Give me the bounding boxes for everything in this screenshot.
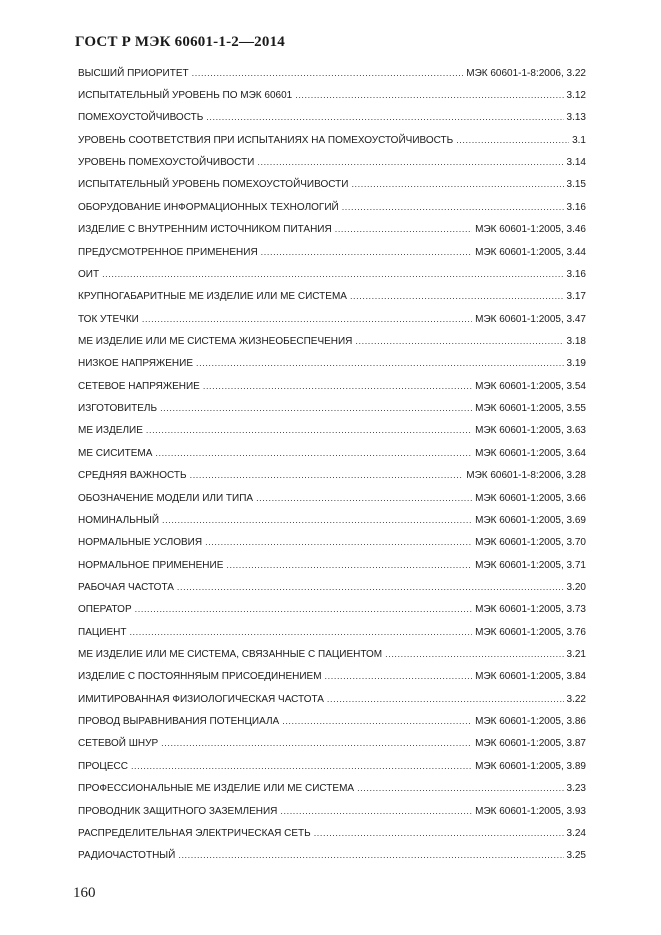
index-entry-reference: 3.24 xyxy=(566,827,586,839)
index-entry-reference: 3.20 xyxy=(566,581,586,593)
index-entry-term: ПРОФЕССИОНАЛЬНЫЕ МЕ ИЗДЕЛИЕ ИЛИ МЕ СИСТЕМА xyxy=(78,783,355,795)
dot-leader xyxy=(295,91,563,100)
index-entry-reference: МЭК 60601-1-8:2006, 3.28 xyxy=(466,470,586,482)
index-entry-reference: 3.15 xyxy=(566,179,586,191)
dot-leader xyxy=(178,851,563,860)
index-entry-reference: МЭК 60601-1:2005, 3.87 xyxy=(475,738,586,750)
index-entry xyxy=(78,84,586,106)
index-entry xyxy=(78,375,586,397)
index-entry-reference: 3.18 xyxy=(566,335,586,347)
index-entry xyxy=(78,845,586,867)
index-entry-term: МЕ ИЗДЕЛИЕ xyxy=(78,425,143,437)
dot-leader xyxy=(456,136,569,145)
dot-leader xyxy=(357,784,563,793)
dot-leader xyxy=(160,404,472,413)
index-entry-reference: 3.17 xyxy=(566,291,586,303)
dot-leader xyxy=(350,292,564,301)
index-entry-term: ПРОВОДНИК ЗАЩИТНОГО ЗАЗЕМЛЕНИЯ xyxy=(78,805,278,817)
index-entry-reference: 3.16 xyxy=(566,268,586,280)
index-entry-reference: МЭК 60601-1:2005, 3.93 xyxy=(475,805,586,817)
index-entry-term: ОБОРУДОВАНИЕ ИНФОРМАЦИОННЫХ ТЕХНОЛОГИЙ xyxy=(78,201,339,213)
index-entry-reference: МЭК 60601-1:2005, 3.73 xyxy=(475,604,586,616)
index-entry-reference: 3.16 xyxy=(566,201,586,213)
index-entry xyxy=(78,442,586,464)
index-entry xyxy=(78,420,586,442)
index-entry-reference: МЭК 60601-1:2005, 3.54 xyxy=(475,380,586,392)
index-entry xyxy=(78,464,586,486)
dot-leader xyxy=(342,203,564,212)
index-entry-term: РАБОЧАЯ ЧАСТОТА xyxy=(78,581,174,593)
index-entry-term: УРОВЕНЬ СООТВЕТСТВИЯ ПРИ ИСПЫТАНИЯХ НА ПОМЕХОУСТОЙЧИВОСТЬ xyxy=(78,134,454,146)
dot-leader xyxy=(261,248,472,257)
dot-leader xyxy=(146,426,472,435)
dot-leader xyxy=(314,829,564,838)
dot-leader xyxy=(131,762,472,771)
index-entry xyxy=(78,286,586,308)
document-header: ГОСТ Р МЭК 60601-1-2—2014 xyxy=(75,34,285,50)
index-entry-reference: МЭК 60601-1-8:2006, 3.22 xyxy=(466,67,586,79)
page-number: 160 xyxy=(73,885,96,901)
index-entry-reference: МЭК 60601-1:2005, 3.86 xyxy=(475,716,586,728)
index-entry-term: НОРМАЛЬНЫЕ УСЛОВИЯ xyxy=(78,537,203,549)
index-entry xyxy=(78,219,586,241)
index-entry xyxy=(78,129,586,151)
index-entry xyxy=(78,353,586,375)
index-entry-reference: 3.22 xyxy=(566,693,586,705)
dot-leader xyxy=(206,113,563,122)
index-entry-term: ПОМЕХОУСТОЙЧИВОСТЬ xyxy=(78,112,204,124)
dot-leader xyxy=(142,315,472,324)
index-entry-reference: МЭК 60601-1:2005, 3.66 xyxy=(475,492,586,504)
index-entry-reference: МЭК 60601-1:2005, 3.47 xyxy=(475,313,586,325)
index-entry-reference: 3.13 xyxy=(566,112,586,124)
index-entry-term: НИЗКОЕ НАПРЯЖЕНИЕ xyxy=(78,358,194,370)
index-entry-term: МЕ СИСИТЕМА xyxy=(78,447,153,459)
index-entry-reference: 3.14 xyxy=(566,157,586,169)
dot-leader xyxy=(135,605,472,614)
index-entry-reference: 3.21 xyxy=(566,649,586,661)
dot-leader xyxy=(192,69,464,78)
index-entry-term: ПРОВОД ВЫРАВНИВАНИЯ ПОТЕНЦИАЛА xyxy=(78,716,280,728)
index-entry-term: ТОК УТЕЧКИ xyxy=(78,313,139,325)
index-entry xyxy=(78,509,586,531)
index-entry xyxy=(78,487,586,509)
index-entry xyxy=(78,755,586,777)
dot-leader xyxy=(177,583,564,592)
index-entry-reference: МЭК 60601-1:2005, 3.89 xyxy=(475,760,586,772)
index-entry xyxy=(78,107,586,129)
index-entry-reference: 3.25 xyxy=(566,850,586,862)
index-entry-term: ПРЕДУСМОТРЕННОЕ ПРИМЕНЕНИЯ xyxy=(78,246,258,258)
dot-leader xyxy=(282,717,472,726)
dot-leader xyxy=(335,225,472,234)
index-entry xyxy=(78,241,586,263)
dot-leader xyxy=(102,270,563,279)
index-entry-term: РАСПРЕДЕЛИТЕЛЬНАЯ ЭЛЕКТРИЧЕСКАЯ СЕТЬ xyxy=(78,827,311,839)
index-entry xyxy=(78,554,586,576)
dot-leader xyxy=(257,158,563,167)
index-entry xyxy=(78,308,586,330)
dot-leader xyxy=(327,695,564,704)
index-entry xyxy=(78,710,586,732)
index-entry xyxy=(78,666,586,688)
index-entry-term: ИМИТИРОВАННАЯ ФИЗИОЛОГИЧЕСКАЯ ЧАСТОТА xyxy=(78,693,324,705)
dot-leader xyxy=(162,516,472,525)
dot-leader xyxy=(226,561,472,570)
index-entry-term: МЕ ИЗДЕЛИЕ ИЛИ МЕ СИСТЕМА, СВЯЗАННЫЕ С ПАЦИЕНТОМ xyxy=(78,649,383,661)
index-entry-term: ОПЕРАТОР xyxy=(78,604,132,616)
index-entry xyxy=(78,532,586,554)
index-entry-reference: 3.23 xyxy=(566,783,586,795)
index-entry xyxy=(78,576,586,598)
index-entry-term: КРУПНОГАБАРИТНЫЕ МЕ ИЗДЕЛИЕ ИЛИ МЕ СИСТЕМА xyxy=(78,291,347,303)
index-entry-term: УРОВЕНЬ ПОМЕХОУСТОЙЧИВОСТИ xyxy=(78,157,255,169)
index-entry xyxy=(78,733,586,755)
index-entry-term: ОИТ xyxy=(78,268,100,280)
index-entry-term: ИЗГОТОВИТЕЛЬ xyxy=(78,403,158,415)
dot-leader xyxy=(280,807,472,816)
index-entry-reference: 3.19 xyxy=(566,358,586,370)
dot-leader xyxy=(325,672,473,681)
index-entry xyxy=(78,822,586,844)
index-entry-term: ИСПЫТАТЕЛЬНЫЙ УРОВЕНЬ ПО МЭК 60601 xyxy=(78,90,293,102)
dot-leader xyxy=(190,471,464,480)
dot-leader xyxy=(155,449,472,458)
index-entry-term: РАДИОЧАСТОТНЫЙ xyxy=(78,850,176,862)
dot-leader xyxy=(351,180,563,189)
index-entry-term: СЕТЕВОЙ ШНУР xyxy=(78,738,159,750)
index-entry-reference: МЭК 60601-1:2005, 3.55 xyxy=(475,403,586,415)
index-entry-reference: 3.12 xyxy=(566,90,586,102)
index-entry xyxy=(78,800,586,822)
index-entry-list xyxy=(78,62,586,867)
index-entry-term: ВЫСШИЙ ПРИОРИТЕТ xyxy=(78,67,189,79)
index-entry-term: НОМИНАЛЬНЫЙ xyxy=(78,514,160,526)
index-entry-term: ПРОЦЕСС xyxy=(78,760,128,772)
index-entry-term: ИЗДЕЛИЕ С ВНУТРЕННИМ ИСТОЧНИКОМ ПИТАНИЯ xyxy=(78,224,332,236)
index-entry-term: ПАЦИЕНТ xyxy=(78,626,127,638)
index-entry xyxy=(78,778,586,800)
index-entry-term: СРЕДНЯЯ ВАЖНОСТЬ xyxy=(78,470,187,482)
index-entry-term: ИЗДЕЛИЕ С ПОСТОЯННЯЫМ ПРИСОЕДИНЕНИЕМ xyxy=(78,671,322,683)
dot-leader xyxy=(205,538,472,547)
index-entry-reference: МЭК 60601-1:2005, 3.76 xyxy=(475,626,586,638)
index-entry-term: ИСПЫТАТЕЛЬНЫЙ УРОВЕНЬ ПОМЕХОУСТОЙЧИВОСТИ xyxy=(78,179,349,191)
index-entry xyxy=(78,196,586,218)
index-entry xyxy=(78,174,586,196)
index-entry xyxy=(78,621,586,643)
index-entry xyxy=(78,397,586,419)
index-entry-reference: 3.1 xyxy=(572,134,586,146)
index-entry-term: НОРМАЛЬНОЕ ПРИМЕНЕНИЕ xyxy=(78,559,224,571)
index-entry xyxy=(78,62,586,84)
index-entry-reference: МЭК 60601-1:2005, 3.64 xyxy=(475,447,586,459)
dot-leader xyxy=(203,382,472,391)
dot-leader xyxy=(385,650,563,659)
index-entry-term: СЕТЕВОЕ НАПРЯЖЕНИЕ xyxy=(78,380,200,392)
dot-leader xyxy=(129,628,472,637)
index-entry xyxy=(78,263,586,285)
index-entry-reference: МЭК 60601-1:2005, 3.71 xyxy=(475,559,586,571)
index-entry-term: ОБОЗНАЧЕНИЕ МОДЕЛИ ИЛИ ТИПА xyxy=(78,492,254,504)
index-entry-reference: МЭК 60601-1:2005, 3.46 xyxy=(475,224,586,236)
dot-leader xyxy=(355,337,563,346)
index-entry-reference: МЭК 60601-1:2005, 3.63 xyxy=(475,425,586,437)
index-entry-reference: МЭК 60601-1:2005, 3.84 xyxy=(475,671,586,683)
index-entry-reference: МЭК 60601-1:2005, 3.69 xyxy=(475,514,586,526)
dot-leader xyxy=(256,494,472,503)
dot-leader xyxy=(161,739,472,748)
index-entry-term: МЕ ИЗДЕЛИЕ ИЛИ МЕ СИСТЕМА ЖИЗНЕОБЕСПЕЧЕНИЯ xyxy=(78,335,353,347)
index-entry-reference: МЭК 60601-1:2005, 3.44 xyxy=(475,246,586,258)
index-entry xyxy=(78,688,586,710)
dot-leader xyxy=(196,359,564,368)
index-entry-reference: МЭК 60601-1:2005, 3.70 xyxy=(475,537,586,549)
index-entry xyxy=(78,330,586,352)
index-entry xyxy=(78,599,586,621)
index-entry xyxy=(78,643,586,665)
index-entry xyxy=(78,151,586,173)
